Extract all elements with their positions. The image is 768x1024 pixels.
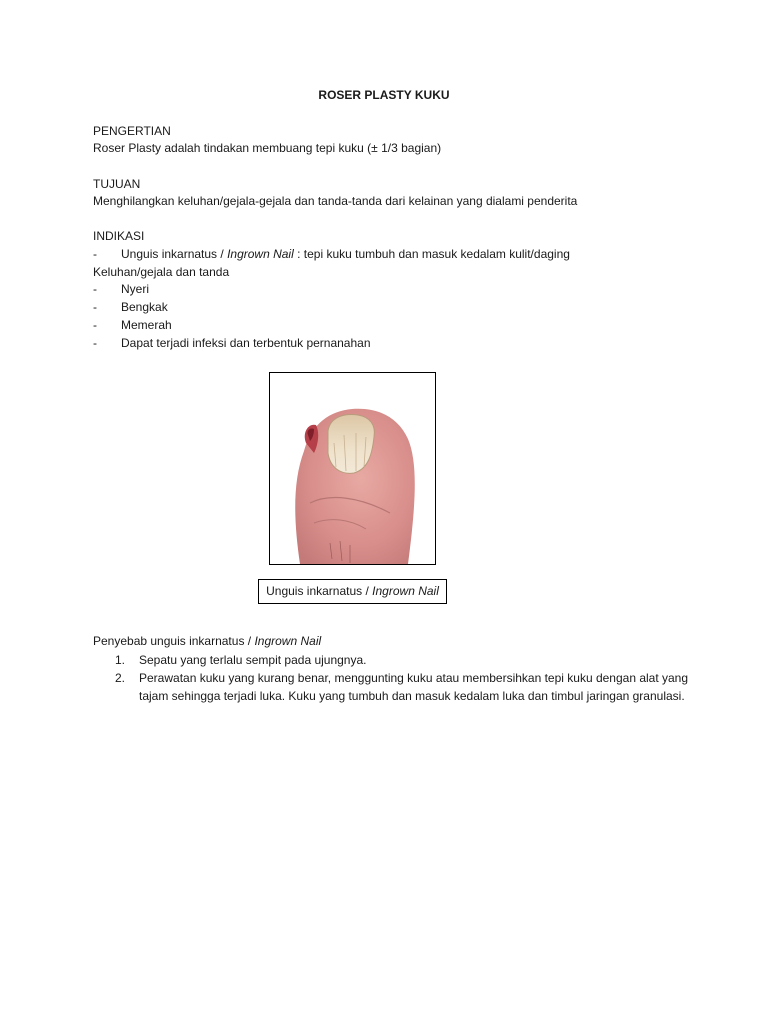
symptom-item: - Bengkak (93, 300, 168, 314)
symptoms-subheading: Keluhan/gejala dan tanda (93, 265, 230, 279)
list-item: 2. Perawatan kuku yang kurang benar, menggunting kuku atau membersihkan tepi kuku dengan alat yang (115, 671, 689, 685)
indikasi-heading: INDIKASI (93, 229, 145, 243)
indikasi-item: - Unguis inkarnatus / Ingrown Nail : tepi kuku tumbuh dan masuk kedalam kulit/daging (93, 247, 570, 261)
pengertian-heading: PENGERTIAN (93, 124, 171, 138)
ingrown-toenail-photo (269, 372, 436, 565)
penyebab-heading: Penyebab unguis inkarnatus / Ingrown Nail (93, 634, 322, 648)
tujuan-heading: TUJUAN (93, 177, 141, 191)
toe-illustration-icon (270, 373, 435, 564)
figure-caption: Unguis inkarnatus / Ingrown Nail (258, 579, 447, 604)
symptom-item: - Dapat terjadi infeksi dan terbentuk pernanahan (93, 336, 371, 350)
document-title: ROSER PLASTY KUKU (318, 88, 450, 102)
pengertian-text: Roser Plasty adalah tindakan membuang tepi kuku (± 1/3 bagian) (93, 141, 442, 155)
symptom-item: - Nyeri (93, 282, 150, 296)
bullet-dash: - (93, 247, 97, 261)
list-item: 1. Sepatu yang terlalu sempit pada ujungnya. (115, 653, 367, 667)
list-item-continuation: tajam sehingga terjadi luka. Kuku yang tumbuh dan masuk kedalam luka dan timbul jaringan granulasi. (139, 689, 685, 703)
tujuan-text: Menghilangkan keluhan/gejala-gejala dan tanda-tanda dari kelainan yang dialami penderita (93, 194, 578, 208)
symptom-item: - Memerah (93, 318, 172, 332)
